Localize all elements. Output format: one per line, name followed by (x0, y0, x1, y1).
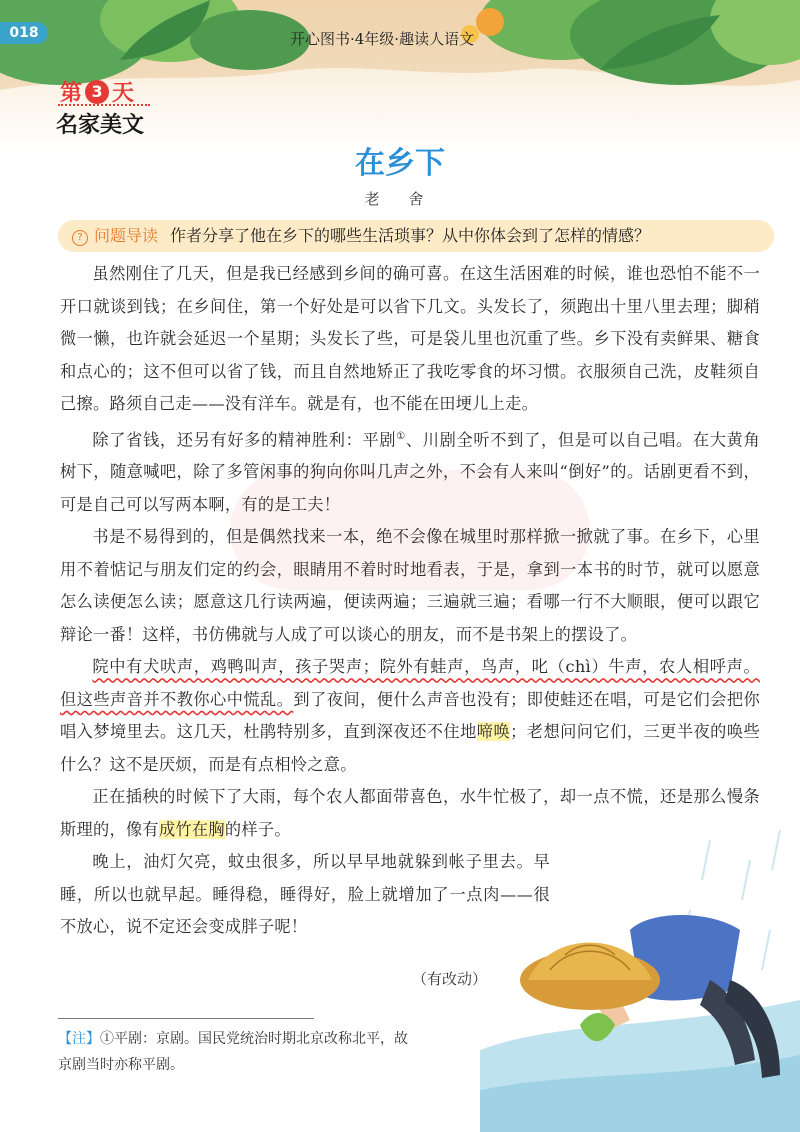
paragraph-6: 晚上，油灯欠亮，蚊虫很多，所以早早地就躲到帐子里去。早睡，所以也就早起。睡得稳，睡得好，脸上就增加了一点肉——很不放心，说不定还会变成胖子呢！ (60, 852, 550, 937)
day-number: 3 (85, 80, 109, 104)
footnote-label: 【注】 (58, 1031, 100, 1047)
annotated-sentence: 院中有犬吠声，鸡鸭叫声，孩子哭声；院外有蛙声，鸟声，叱（chì）牛声，农人相呼声。但这些声音并不教你心中慌乱。 (60, 657, 760, 709)
footnote-text: ①平剧：京剧。国民党统治时期北京改称北平，故京剧当时亦称平剧。 (58, 1031, 408, 1073)
question-label (72, 226, 158, 245)
day-prefix: 第 (60, 81, 83, 106)
question-label-text: 问题导读 (94, 226, 159, 245)
footnote-divider (58, 1018, 314, 1019)
paragraph-1: 虽然刚住了几天，但是我已经感到乡间的确可喜。在这生活困难的时候，谁也恐怕不能不一开口就谈到钱；在乡间住，第一个好处是可以省下几文。头发长了，须跑出十里八里去理；脚稍微一懒，也许就会延迟一个星期；头发长了些，可是袋儿里也沉重了些。乡下没有卖鲜果、糖食和点心的；这不但可以省了钱，而且自然地矫正了我吃零食的坏习惯。衣服须自己洗，皮鞋须自己擦。路须自己走——没有洋车。就是有，也不能在田埂儿上走。 (60, 264, 760, 413)
page-number: 018 (0, 22, 48, 44)
footnote (58, 1026, 418, 1078)
paragraph-5-part-b: 的样子。 (224, 819, 291, 839)
adaptation-note: （有改动） (412, 970, 488, 988)
question-text: 作者分享了他在乡下的哪些生活琐事？从中你体会到了怎样的情感？ (170, 226, 651, 245)
paragraph-4 (60, 651, 760, 781)
paragraph-4-part-c: ；老想问问它们，三更半夜的唤些什么？这不是厌烦，而是有点相怜之意。 (60, 722, 761, 774)
paragraph-5-part-a: 正在插秧的时候下了大雨，每个农人都面带喜色，水牛忙极了，却一点不慌，还是那么慢条斯理的，像有 (60, 787, 760, 839)
farmer-illustration (480, 820, 800, 1132)
highlighted-word: 啼唤 (476, 722, 511, 742)
day-underline (58, 104, 150, 106)
section-title: 名家美文 (56, 113, 145, 138)
question-icon: ? (72, 230, 88, 246)
paragraph-3: 书是不易得到的，但是偶然找来一本，绝不会像在城里时那样掀一掀就了事。在乡下，心里用不着惦记与朋友们定的约会，眼睛用不着时时地看表，于是，拿到一本书的时节，就可以愿意怎么读便怎么读；愿意这几行读两遍，便读两遍；三遍就三遍；看哪一行不大顺眼，便可以跟它辩论一番！这样，书仿佛就与人成了可以谈心的朋友，而不是书架上的摆设了。 (60, 527, 760, 644)
highlighted-idiom: 成竹在胸 (158, 819, 225, 839)
day-badge (60, 76, 134, 107)
paragraph-4-part-b: 到了夜间，便什么声音也没有；即使蛙还在唱，可是它们会把你唱入梦境里去。这几天，杜鹃特别多，直到深夜还不住地 (60, 689, 760, 742)
series-title: 开心图书·4年级·趣读人语文 (290, 30, 475, 48)
guiding-question (58, 220, 774, 252)
paragraph-2 (60, 421, 760, 522)
paragraph-2-part-a: 除了省钱，还另有好多的精神胜利：平剧 (92, 429, 397, 449)
day-suffix: 天 (112, 81, 135, 106)
paragraph-2-part-b: 、川剧全听不到了，但是可以自己唱。在大黄角树下，随意喊吧，除了多管闲事的狗向你叫几声之外，不会有人来叫“倒好”的。话剧更看不到，可是自己可以写两本啊，有的是工夫！ (60, 429, 760, 514)
footnote-marker: ① (396, 430, 406, 442)
article-title: 在乡下 (355, 146, 445, 181)
article-author: 老 舍 (364, 190, 436, 208)
